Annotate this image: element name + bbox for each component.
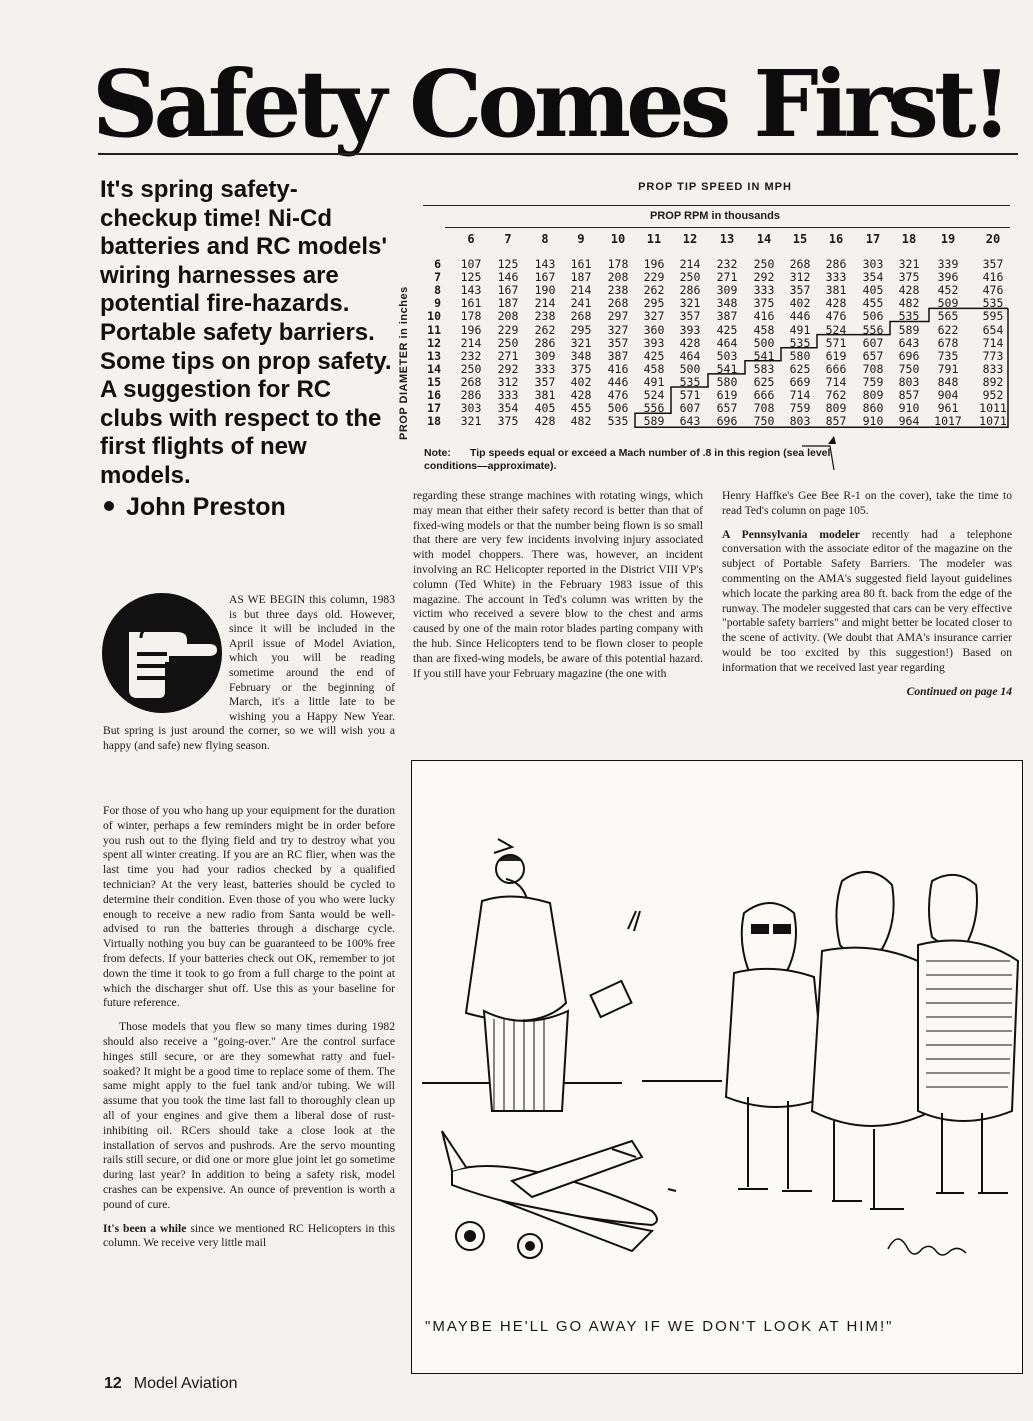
- table-cell: 178: [460, 309, 482, 324]
- table-cell: 208: [607, 270, 629, 285]
- table-cell: 196: [643, 257, 665, 271]
- table-cell: 416: [753, 309, 775, 324]
- table-cell: 619: [716, 388, 738, 402]
- intro-text: AS WE BEGIN this column, 1983 is but three days old. However, since it will be included in the April issue of Model Aviation, which you will be reading sometime around the end of February or the beginning of March, it's a little late to be wishing you a Happy New Year. But spring is just around the corner, so we will wish you a happy (and safe) new flying season.: [103, 593, 395, 752]
- rpm-header: 16: [828, 232, 844, 246]
- paragraph-text: recently had a telephone conversation with the associate editor of the magazine on the subject of Portable Safety Barriers. The modeler was commenting on the AMA's suggested field layout guidelines which locate the parking area 80 ft. back from the edge of the runway. The modeler suggested that cars can be very effective "portable safety barriers" and might better be located closer to the scene of activity. (We doubt that AMA's insurance carrier would be too excited by this suggestion!) Based on information that we received last year regarding: [722, 527, 1012, 674]
- table-cell: 167: [534, 270, 556, 285]
- table-cell: 286: [534, 335, 556, 350]
- table-cell: 524: [643, 388, 665, 402]
- lead-in: It's been a while: [103, 1221, 187, 1235]
- table-cell: 464: [679, 348, 701, 363]
- table-cell: 535: [607, 414, 629, 429]
- diameter-label: 17: [427, 401, 441, 416]
- table-cell: 238: [607, 283, 629, 298]
- table-cell: 327: [607, 322, 629, 337]
- table-cell: 214: [460, 335, 482, 350]
- table-cell: 143: [460, 283, 482, 298]
- table-cell: 464: [716, 335, 738, 350]
- table-cell: 187: [570, 270, 592, 285]
- middle-column: [413, 489, 703, 690]
- rpm-header: 8: [541, 232, 549, 246]
- diameter-label: 10: [427, 309, 441, 324]
- table-cell: 625: [789, 361, 811, 376]
- table-cell: 250: [460, 361, 482, 376]
- table-cell: 904: [937, 388, 959, 402]
- table-cell: 500: [753, 335, 775, 350]
- table-cell: 190: [534, 283, 556, 298]
- table-cell: 268: [570, 309, 592, 324]
- table-cell: 161: [570, 257, 592, 271]
- table-cell: 393: [643, 335, 665, 350]
- diameter-label: 11: [427, 322, 441, 337]
- byline: [100, 493, 392, 522]
- table-cell: 750: [898, 361, 920, 376]
- table-cell: 535: [789, 335, 811, 350]
- table-cell: 791: [937, 361, 959, 376]
- magazine-name: Model Aviation: [133, 1375, 238, 1392]
- rpm-header: 18: [901, 232, 917, 246]
- headline-rule: [98, 153, 1018, 155]
- rpm-header: 7: [504, 232, 512, 246]
- page-footer: [104, 1375, 238, 1393]
- table-cell: 286: [679, 283, 701, 298]
- table-cell: 524: [825, 322, 847, 337]
- table-cell: 357: [607, 335, 629, 350]
- cartoon-caption: "MAYBE HE'LL GO AWAY IF WE DON'T LOOK AT HIM!": [425, 1318, 894, 1335]
- table-cell: 428: [570, 388, 592, 402]
- table-cell: 321: [898, 257, 920, 271]
- table-cell: 321: [679, 296, 701, 311]
- table-cell: 910: [862, 414, 884, 429]
- table-cell: 506: [607, 401, 629, 416]
- rpm-header: 11: [646, 232, 662, 246]
- left-column: [103, 804, 395, 1260]
- diameter-label: 9: [434, 296, 441, 311]
- table-cell: 229: [643, 270, 665, 285]
- rpm-header: 19: [940, 232, 956, 246]
- table-cell: 476: [825, 309, 847, 324]
- table-cell: 354: [862, 270, 884, 285]
- table-cell: 309: [534, 348, 556, 363]
- table-cell: 297: [607, 309, 629, 324]
- diameter-label: 12: [427, 335, 441, 350]
- table-cell: 809: [825, 401, 847, 416]
- table-cell: 669: [789, 374, 811, 389]
- table-cell: 541: [753, 348, 775, 363]
- table-cell: 556: [643, 401, 665, 416]
- continued-note: Continued on page 14: [906, 684, 1012, 698]
- table-cell: 1071: [979, 414, 1007, 429]
- table-cell: 295: [643, 296, 665, 311]
- table-cell: 416: [607, 361, 629, 376]
- table-cell: 535: [982, 296, 1004, 311]
- table-cell: 643: [679, 414, 701, 429]
- table-cell: 143: [534, 257, 556, 271]
- table-cell: 622: [937, 322, 959, 337]
- table-cell: 961: [937, 401, 959, 416]
- table-cell: 262: [643, 283, 665, 298]
- table-cell: 708: [753, 401, 775, 416]
- table-cell: 402: [570, 374, 592, 389]
- table-cell: 405: [534, 401, 556, 416]
- table-cell: 357: [982, 257, 1004, 271]
- table-cell: 321: [570, 335, 592, 350]
- rpm-header: 6: [467, 232, 475, 246]
- table-cell: 312: [789, 270, 811, 285]
- table-cell: 402: [789, 296, 811, 311]
- table-cell: 619: [825, 348, 847, 363]
- table-cell: 146: [497, 270, 519, 285]
- table-cell: 354: [497, 401, 519, 416]
- table-cell: 271: [716, 270, 738, 285]
- table-cell: 425: [716, 322, 738, 337]
- table-cell: 708: [862, 361, 884, 376]
- table-cell: 696: [898, 348, 920, 363]
- table-cell: 309: [716, 283, 738, 298]
- cartoon-drawing: [412, 761, 1022, 1373]
- table-cell: 333: [534, 361, 556, 376]
- intro-paragraph: [103, 593, 395, 754]
- table-rule: [423, 205, 1010, 206]
- table-cell: 238: [534, 309, 556, 324]
- table-cell: 535: [898, 309, 920, 324]
- table-cell: 393: [679, 322, 701, 337]
- table-cell: 208: [497, 309, 519, 324]
- diameter-label: 18: [427, 414, 441, 429]
- table-cell: 803: [898, 374, 920, 389]
- table-cell: 482: [570, 414, 592, 429]
- table-cell: 292: [753, 270, 775, 285]
- table-cell: 892: [982, 374, 1004, 389]
- table-cell: 196: [460, 322, 482, 337]
- diameter-label: 14: [427, 361, 441, 376]
- table-cell: 1017: [934, 414, 962, 429]
- rpm-header: 9: [577, 232, 585, 246]
- table-cell: 303: [862, 257, 884, 271]
- table-rule: [445, 227, 1010, 228]
- table-cell: 595: [982, 309, 1004, 324]
- table-cell: 571: [679, 388, 701, 402]
- table-cell: 214: [534, 296, 556, 311]
- table-cell: 506: [862, 309, 884, 324]
- table-cell: 241: [570, 296, 592, 311]
- table-cell: 580: [716, 374, 738, 389]
- author-name: John Preston: [126, 492, 286, 521]
- paragraph: Henry Haffke's Gee Bee R-1 on the cover), take the time to read Ted's column on page 105.: [722, 489, 1012, 517]
- rpm-header-row: [0, 232, 1033, 248]
- table-cell: 125: [497, 257, 519, 271]
- table-cell: 178: [607, 257, 629, 271]
- table-cell: 232: [716, 257, 738, 271]
- table-cell: 428: [898, 283, 920, 298]
- table-cell: 387: [716, 309, 738, 324]
- table-cell: 446: [607, 374, 629, 389]
- diameter-label: 15: [427, 374, 441, 389]
- table-cell: 321: [460, 414, 482, 429]
- table-cell: 964: [898, 414, 920, 429]
- right-column: [722, 489, 1012, 699]
- table-cell: 952: [982, 388, 1004, 402]
- table-cell: 428: [679, 335, 701, 350]
- table-cell: 535: [679, 374, 701, 389]
- bullet-icon: [104, 501, 114, 511]
- table-cell: 375: [753, 296, 775, 311]
- table-cell: 381: [825, 283, 847, 298]
- table-cell: 657: [716, 401, 738, 416]
- table-cell: 857: [898, 388, 920, 402]
- table-cell: 678: [937, 335, 959, 350]
- table-cell: 735: [937, 348, 959, 363]
- table-cell: 491: [643, 374, 665, 389]
- table-cell: 657: [862, 348, 884, 363]
- table-cell: 295: [570, 322, 592, 337]
- table-cell: 268: [789, 257, 811, 271]
- diameter-label: 7: [434, 270, 441, 285]
- rpm-header: 17: [865, 232, 881, 246]
- table-cell: 589: [898, 322, 920, 337]
- rpm-header: 15: [792, 232, 808, 246]
- table-cell: 416: [982, 270, 1004, 285]
- table-cell: 357: [679, 309, 701, 324]
- table-cell: 491: [789, 322, 811, 337]
- table-cell: 107: [460, 257, 482, 271]
- paragraph: For those of you who hang up your equipment for the duration of winter, perhaps a few reminders might be in order before you rush out to the flying field and try to destroy what you spent all winter creating. If you are an RC flier, when was the last time you had your radios checked by a qualified technician? At the very least, batteries should be cycled to determine their condition. Even those of you who were lucky enough to receive a new radio from Santa would be well-advised to run the batteries through a discharge cycle. Virtually nothing you buy can be guaranteed to be 100% free from defects. If your batteries check out OK, remember to jot down the time it took to go from a full charge to the point at which the discharger shut off. Use this as your baseline for future reference.: [103, 804, 395, 1010]
- table-side-label: PROP DIAMETER in inches: [398, 286, 410, 440]
- table-cell: 654: [982, 322, 1004, 337]
- table-cell: 541: [716, 361, 738, 376]
- table-cell: 696: [716, 414, 738, 429]
- page-number: 12: [104, 1375, 122, 1392]
- table-cell: 910: [898, 401, 920, 416]
- table-cell: 455: [570, 401, 592, 416]
- paragraph: Those models that you flew so many times during 1982 should also receive a "going-over." Are the control surface hinges still secure, or are they somewhat ratty and fuel-soaked? It might be a good time to replace some of them. The same might apply to the fuel tank and/or tubing. We will assume that you took the time last fall to thoroughly clean up all of your engines and give them a liberal dose of rust-inhibiting oil. RCers should take a close look at the installation of servos and pushrods. Are the servo mounting rails still secure, or did one or more glue joint let go sometime during last year? In addition to being a safety risk, model crashes can be expensive. An ounce of prevention is worth a pound of cure.: [103, 1020, 395, 1211]
- table-cell: 348: [570, 348, 592, 363]
- table-cell: 428: [825, 296, 847, 311]
- table-cell: 666: [825, 361, 847, 376]
- paragraph: regarding these strange machines with rotating wings, which may mean that either their safety record is better than that of fixed-wing models or that the number being flown is so small that there are very few incidents involving injury associated with model choppers. There was, however, an incident involving an RC Helicopter reported in the District VIII VP's column (Ted White) in the February 1983 issue of this magazine. The account in Ted's column was written by the victim who received a severe blow to the chest and arms caused by one of the main rotor blades parting company with the hub. Since Helicopters tend to be flown closer to people than are fixed-wing models, be aware of this potential hazard. If you still have your February magazine (the one with: [413, 489, 703, 680]
- table-cell: 848: [937, 374, 959, 389]
- table-cell: 428: [534, 414, 556, 429]
- table-cell: 214: [679, 257, 701, 271]
- diameter-label: 6: [434, 257, 441, 271]
- table-cell: 250: [497, 335, 519, 350]
- table-cell: 503: [716, 348, 738, 363]
- table-cell: 809: [862, 388, 884, 402]
- table-cell: 161: [460, 296, 482, 311]
- table-cell: 625: [753, 374, 775, 389]
- table-subtitle: PROP RPM in thousands: [650, 210, 780, 222]
- table-cell: 387: [607, 348, 629, 363]
- table-cell: 357: [534, 374, 556, 389]
- paragraph-text: since we mentioned RC Helicopters in this column. We receive very little mail: [103, 1221, 395, 1250]
- table-cell: 229: [497, 322, 519, 337]
- table-cell: 759: [789, 401, 811, 416]
- diameter-label: 16: [427, 388, 441, 402]
- table-cell: 425: [643, 348, 665, 363]
- table-cell: 312: [497, 374, 519, 389]
- table-cell: 762: [825, 388, 847, 402]
- table-title: PROP TIP SPEED IN MPH: [638, 181, 792, 193]
- table-cell: 167: [497, 283, 519, 298]
- table-cell: 375: [570, 361, 592, 376]
- rpm-header: 20: [985, 232, 1001, 246]
- table-cell: 452: [937, 283, 959, 298]
- table-cell: 482: [898, 296, 920, 311]
- note-label: Note:: [424, 447, 451, 459]
- table-cell: 268: [460, 374, 482, 389]
- table-cell: 500: [679, 361, 701, 376]
- table-cell: 357: [789, 283, 811, 298]
- diameter-label: 8: [434, 283, 441, 298]
- table-cell: 381: [534, 388, 556, 402]
- table-cell: 125: [460, 270, 482, 285]
- table-cell: 286: [460, 388, 482, 402]
- table-cell: 187: [497, 296, 519, 311]
- diameter-label: 13: [427, 348, 441, 363]
- table-cell: 271: [497, 348, 519, 363]
- table-cell: 750: [753, 414, 775, 429]
- table-cell: 214: [570, 283, 592, 298]
- table-cell: 396: [937, 270, 959, 285]
- table-cell: 565: [937, 309, 959, 324]
- table-cell: 405: [862, 283, 884, 298]
- table-cell: 607: [862, 335, 884, 350]
- table-cell: 1011: [979, 401, 1007, 416]
- paragraph: [722, 528, 1012, 676]
- table-cell: 833: [982, 361, 1004, 376]
- table-cell: 643: [898, 335, 920, 350]
- lead-in: A Pennsylvania modeler: [722, 527, 860, 541]
- table-cell: 860: [862, 401, 884, 416]
- table-cell: 333: [753, 283, 775, 298]
- table-cell: 333: [825, 270, 847, 285]
- cartoon-illustration: [411, 760, 1023, 1374]
- table-cell: 286: [825, 257, 847, 271]
- rpm-header: 13: [719, 232, 735, 246]
- table-cell: 607: [679, 401, 701, 416]
- table-cell: 375: [898, 270, 920, 285]
- rpm-header: 12: [682, 232, 698, 246]
- table-cell: 803: [789, 414, 811, 429]
- table-cell: 262: [534, 322, 556, 337]
- table-cell: 446: [789, 309, 811, 324]
- table-cell: 250: [753, 257, 775, 271]
- paragraph: [103, 1222, 395, 1252]
- table-cell: 714: [982, 335, 1004, 350]
- table-cell: 360: [643, 322, 665, 337]
- table-cell: 375: [497, 414, 519, 429]
- table-cell: 759: [862, 374, 884, 389]
- table-cell: 303: [460, 401, 482, 416]
- headline: Safety Comes First!: [92, 50, 1007, 158]
- table-cell: 509: [937, 296, 959, 311]
- table-cell: 714: [825, 374, 847, 389]
- table-cell: 476: [607, 388, 629, 402]
- table-cell: 348: [716, 296, 738, 311]
- table-cell: 714: [789, 388, 811, 402]
- table-cell: 250: [679, 270, 701, 285]
- table-cell: 268: [607, 296, 629, 311]
- table-cell: 583: [753, 361, 775, 376]
- table-cell: 458: [753, 322, 775, 337]
- table-cell: 292: [497, 361, 519, 376]
- rpm-header: 14: [756, 232, 772, 246]
- deck-text: It's spring safety-checkup time! Ni-Cd batteries and RC models' wiring harnesses are potential fire-hazards. Portable safety barriers. Some tips on prop safety. A suggestion for RC clubs with respect to the first flights of new models.: [100, 176, 392, 489]
- table-cell: 857: [825, 414, 847, 429]
- table-cell: 476: [982, 283, 1004, 298]
- table-cell: 556: [862, 322, 884, 337]
- note-text: Tip speeds equal or exceed a Mach number of .8 in this region (sea level conditions—approximate).: [424, 447, 831, 472]
- table-cell: 773: [982, 348, 1004, 363]
- rpm-header: 10: [610, 232, 626, 246]
- table-cell: 571: [825, 335, 847, 350]
- table-cell: 327: [643, 309, 665, 324]
- table-cell: 589: [643, 414, 665, 429]
- article-deck: [100, 176, 392, 521]
- table-cell: 455: [862, 296, 884, 311]
- table-cell: 339: [937, 257, 959, 271]
- table-cell: 333: [497, 388, 519, 402]
- table-cell: 458: [643, 361, 665, 376]
- table-note: [424, 447, 844, 473]
- table-cell: 666: [753, 388, 775, 402]
- table-cell: 580: [789, 348, 811, 363]
- table-cell: 232: [460, 348, 482, 363]
